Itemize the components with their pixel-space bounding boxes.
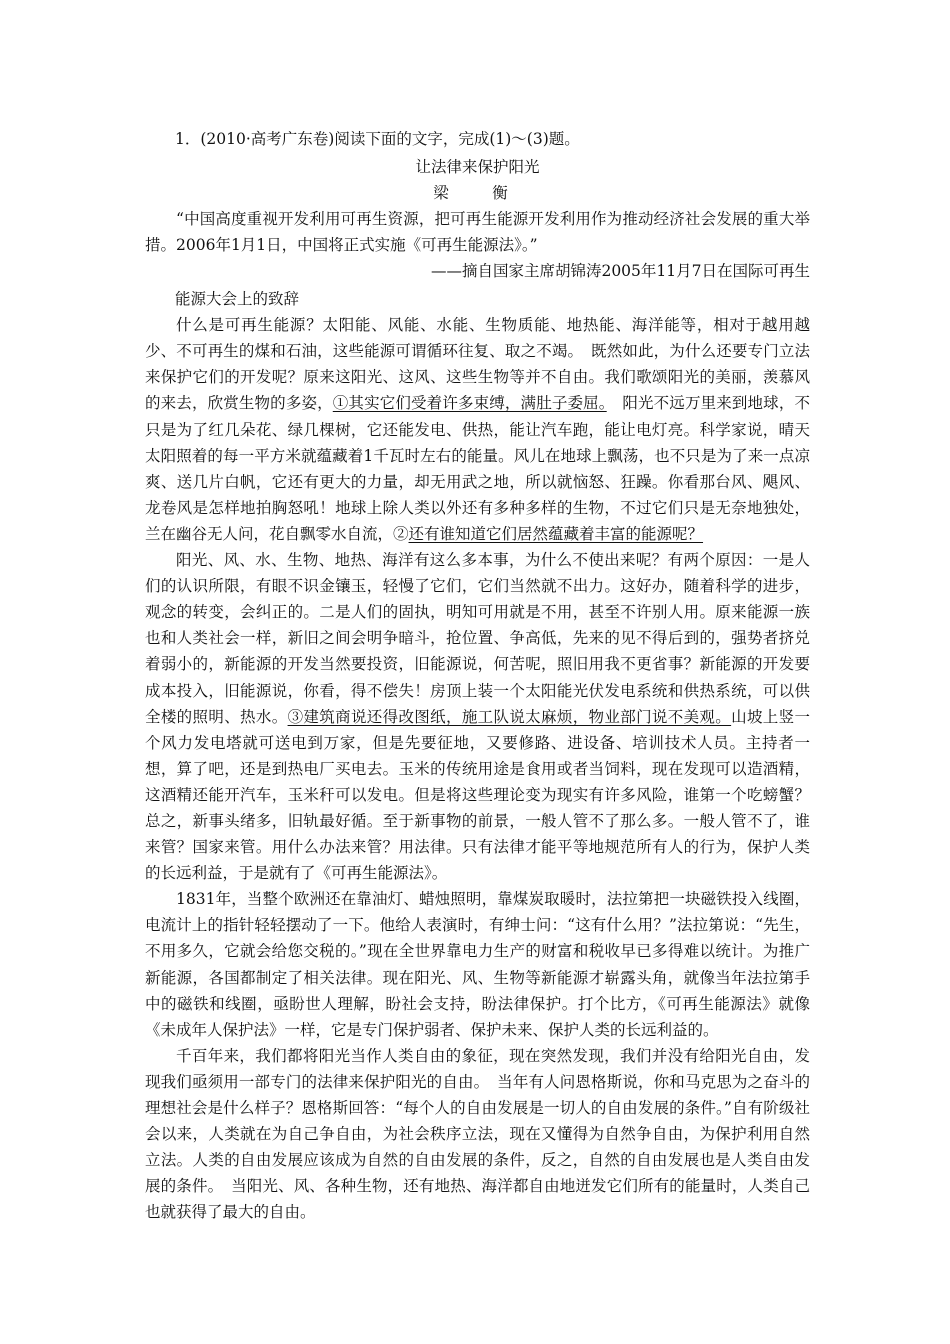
paragraph-1-text-b: 阳光不远万里来到地球，不只是为了红几朵花、绿几棵树，它还能发电、供热，能让汽车跑，能让电灯亮。科学家说，晴天太阳照着的每一平方米就蕴藏着1千瓦时左右的能量。风儿在地球上飘荡，也不只是为了来一点凉爽、送几片白帆，它还有更大的力量，却无用武之地，所以就恼怒、狂躁。你看那台风、飓风、龙卷风是怎样地拍胸怒吼！地球上除人类以外还有多种多样的生物，不过它们只是无奈地独处，兰在幽谷无人问，花自飘零水自流，②	[145, 394, 810, 543]
underlined-sentence-1: ①其实它们受着许多束缚，满肚子委屈。	[332, 394, 607, 413]
paragraph-1-text-a: 什么是可再生能源？太阳能、风能、水能、生物质能、地热能、海洋能等，相对于越用越少、不可再生的煤和石油，这些能源可谓循环往复、取之不竭。 既然如此，为什么还要专门立法来保护它们的开发呢？原来这阳光、这风、这些生物等并不自由。我们歌颂阳光的美丽，羡慕风的来去，欣赏生物的多姿，	[145, 316, 810, 413]
underlined-sentence-2: 还有谁知道它们居然蕴藏着丰富的能源呢？	[408, 524, 704, 543]
question-header: 1．(2010·高考广东卷)阅读下面的文字，完成(1)～(3)题。	[175, 130, 580, 148]
article-author: 梁 衡	[433, 184, 522, 202]
paragraph-4: 千百年来，我们都将阳光当作人类自由的象征，现在突然发现，我们并没有给阳光自由，发现我们亟须用一部专门的法律来保护阳光的自由。 当年有人问恩格斯说，你和马克思为之奋斗的理想社会是什么样子？恩格斯回答：“每个人的自由发展是一切人的自由发展的条件。”自有阶级社会以来，人类就在为自己争自由，为社会秩序立法，现在又懂得为自然争自由，为保护利用自然立法。人类的自由发展应该成为自然的自由发展的条件，反之，自然的自由发展也是人类自由发展的条件。 当阳光、风、各种生物，还有地热、海洋都自由地迸发它们所有的能量时，人类自己也就获得了最大的自由。	[145, 1046, 810, 1222]
document-page	[145, 126, 810, 1225]
paragraph-3: 1831年，当整个欧洲还在靠油灯、蜡烛照明，靠煤炭取暖时，法拉第把一块磁铁投入线圈，电流计上的指针轻轻摆动了一下。他给人表演时，有绅士问：“这有什么用？”法拉第说：“先生，不用多久，它就会给您交税的。”现在全世界靠电力生产的财富和税收早已多得难以统计。为推广新能源，各国都制定了相关法律。现在阳光、风、生物等新能源才崭露头角，就像当年法拉第手中的磁铁和线圈，亟盼世人理解，盼社会支持，盼法律保护。打个比方，《可再生能源法》就像《未成年人保护法》一样，它是专门保护弱者、保护未来、保护人类的长远利益的。	[145, 890, 810, 1039]
underlined-sentence-3: ③建筑商说还得改图纸，施工队说太麻烦，物业部门说不美观。	[287, 707, 732, 726]
epigraph: “中国高度重视开发利用可再生资源，把可再生能源开发利用作为推动经济社会发展的重大举措。2006年1月1日，中国将正式实施《可再生能源法》。”	[145, 210, 810, 255]
epigraph-source-line2: 能源大会上的致辞	[175, 290, 300, 309]
paragraph-2-text-b: 山坡上竖一个风力发电塔就可送电到万家，但是先要征地，又要修路、进设备、培训技术人员。主持者一想，算了吧，还是到热电厂买电去。玉米的传统用途是食用或者当饲料，现在发现可以造酒精，这酒精还能开汽车，玉米秆可以发电。但是将这些理论变为现实有许多风险，谁第一个吃螃蟹？总之，新事头绪多，旧轨最好循。至于新事物的前景，一般人管不了那么多。一般人管不了，谁来管？国家来管。用什么办法来管？用法律。只有法律才能平等地规范所有人的行为，保护人类的长远利益，于是就有了《可再生能源法》。	[145, 707, 810, 883]
article-title: 让法律来保护阳光	[415, 158, 540, 176]
paragraph-2-text-a: 阳光、风、水、生物、地热、海洋有这么多本事，为什么不使出来呢？有两个原因：一是人们的认识所限，有眼不识金镶玉，轻慢了它们，它们当然就不出力。这好办，随着科学的进步，观念的转变，会纠正的。二是人们的固执，明知可用就是不用，甚至不许别人用。原来能源一族也和人类社会一样，新旧之间会明争暗斗，抢位置、争高低，先来的见不得后到的，强势者挤兑着弱小的，新能源的开发当然要投资，旧能源说，何苦呢，照旧用我不更省事？新能源的开发要成本投入，旧能源说，你看，得不偿失！房顶上装一个太阳能光伏发电系统和供热系统，可以供全楼的照明、热水。	[145, 551, 810, 726]
paragraph-2	[145, 547, 810, 886]
paragraph-1	[145, 312, 810, 547]
epigraph-source-line1: ——摘自国家主席胡锦涛2005年11月7日在国际可再生	[430, 262, 810, 281]
